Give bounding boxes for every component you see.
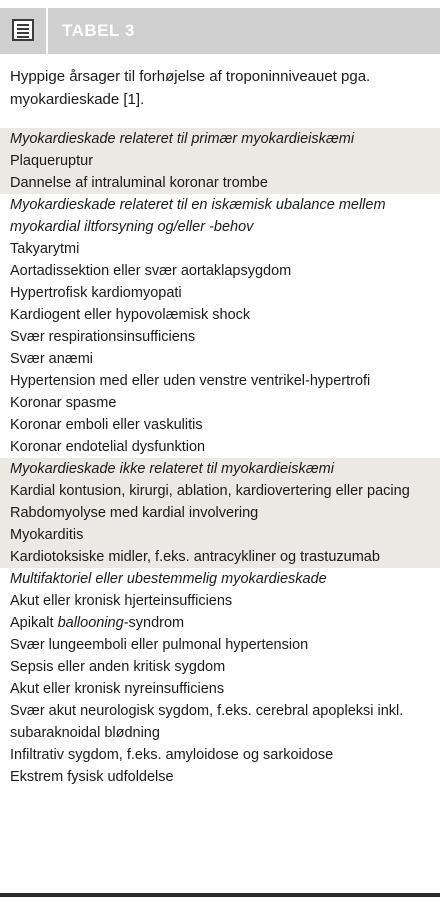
table-row: Ekstrem fysisk udfoldelse (10, 769, 174, 785)
table-row: Takyarytmi (10, 241, 80, 257)
table-row: Kardiotoksiske midler, f.eks. antracykliner og trastuzumab (10, 549, 380, 565)
table-document-icon (12, 19, 34, 41)
section-heading: Myokardieskade ikke relateret til myokardieiskæmi (10, 461, 334, 477)
table-row: Svær respirationsinsufficiens (10, 329, 196, 345)
table-row: Infiltrativ sygdom, f.eks. amyloidose og sarkoidose (10, 747, 334, 763)
table-row: Koronar emboli eller vaskulitis (10, 417, 203, 433)
row-text-italic: ballooning (57, 615, 124, 631)
table-row: Hypertension med eller uden venstre ventrikel-hypertrofi (10, 373, 371, 389)
table-caption: Hyppige årsager til forhøjelse af troponinniveauet pga. myokardieskade [1]. (10, 68, 371, 108)
table-row: Koronar spasme (10, 395, 117, 411)
table-row (0, 612, 440, 634)
table-row: Plaqueruptur (10, 153, 94, 169)
table-section (0, 194, 440, 458)
table-row: Hypertrofisk kardiomyopati (10, 285, 182, 301)
table-row: Dannelse af intraluminal koronar trombe (10, 175, 268, 191)
section-heading: Myokardieskade relateret til primær myokardieiskæmi (10, 131, 355, 147)
causes-table (0, 128, 440, 788)
table-row: Akut eller kronisk nyreinsufficiens (10, 681, 225, 697)
table-row: Svær anæmi (10, 351, 93, 367)
table-row: Myokarditis (10, 527, 84, 543)
table-header-bar (0, 8, 440, 54)
table-row: Rabdomyolyse med kardial involvering (10, 505, 259, 521)
row-text-part: Apikalt (10, 615, 58, 631)
header-divider (46, 8, 48, 54)
table-row: Svær akut neurologisk sygdom, f.eks. cerebral apopleksi inkl. subaraknoidal blødning (10, 703, 404, 741)
table-row: Kardial kontusion, kirurgi, ablation, kardiovertering eller pacing (10, 483, 410, 499)
table-row: Kardiogent eller hypovolæmisk shock (10, 307, 251, 323)
table-row: Sepsis eller anden kritisk sygdom (10, 659, 226, 675)
table-title: TABEL 3 (62, 21, 135, 40)
table-bottom-rule (0, 893, 440, 897)
table-section (0, 568, 440, 788)
table-row: Aortadissektion eller svær aortaklapsygdom (10, 263, 292, 279)
table-row: Akut eller kronisk hjerteinsufficiens (10, 593, 233, 609)
table-section (0, 128, 440, 194)
table-row: Svær lungeemboli eller pulmonal hypertension (10, 637, 309, 653)
section-heading: Multifaktoriel eller ubestemmelig myokardieskade (10, 571, 327, 587)
table-section (0, 458, 440, 568)
section-heading: Myokardieskade relateret til en iskæmisk ubalance mellem myokardial iltforsyning og/eller -behov (10, 197, 386, 235)
row-text-part: -syndrom (123, 615, 185, 631)
table-row: Koronar endotelial dysfunktion (10, 439, 206, 455)
